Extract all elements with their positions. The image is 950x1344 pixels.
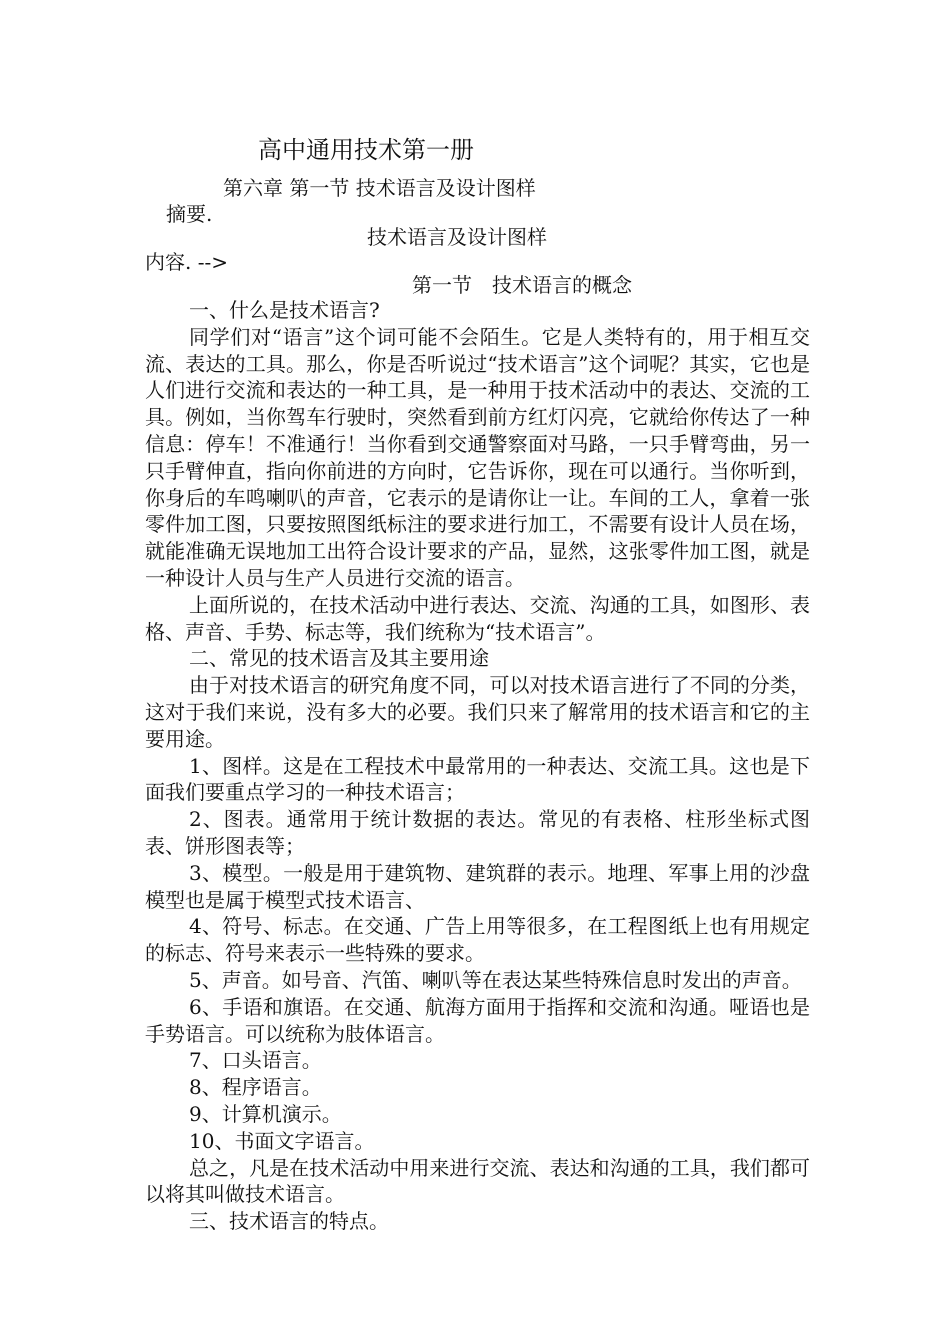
book-title: 高中通用技术第一册: [258, 136, 474, 164]
paragraph: 8、程序语言。: [189, 1075, 322, 1100]
paragraph: 7、口头语言。: [189, 1048, 322, 1073]
paragraph: 一、什么是技术语言?: [189, 298, 380, 322]
chapter-heading: 第六章 第一节 技术语言及设计图样: [223, 176, 536, 200]
paragraph: 2、图表。通常用于统计数据的表达。常见的有表格、柱形坐标式图表、饼形图表等；: [145, 807, 810, 858]
paragraph: 二、常见的技术语言及其主要用途: [189, 646, 489, 671]
paragraph: 同学们对“语言”这个词可能不会陌生。它是人类特有的，用于相互交流、表达的工具。那么，你是否听说过“技术语言”这个词呢？其实，它也是人们进行交流和表达的一种工具，是一种用于技术活动中的表达、交流的工具。例如，当你驾车行驶时，突然看到前方红灯闪亮，它就给你传达了一种信息：停车！不准通行！当你看到交通警察面对马路，一只手臂弯曲，另一只手臂伸直，指向你前进的方向时，它告诉你，现在可以通行。当你听到，你身后的车鸣喇叭的声音，它表示的是请你让一让。车间的工人，拿着一张零件加工图，只要按照图纸标注的要求进行加工，不需要有设计人员在场，就能准确无误地加工出符合设计要求的产品，显然，这张零件加工图，就是一种设计人员与生产人员进行交流的语言。: [145, 324, 810, 590]
body-text: [145, 297, 810, 1235]
paragraph: 1、图样。这是在工程技术中最常用的一种表达、交流工具。这也是下面我们要重点学习的一种技术语言；: [145, 753, 810, 805]
topic-title: 技术语言及设计图样: [367, 225, 547, 249]
paragraph: 9、计算机演示。: [189, 1101, 342, 1126]
abstract-label: 摘要.: [166, 202, 213, 226]
paragraph: 上面所说的，在技术活动中进行表达、交流、沟通的工具，如图形、表格、声音、手势、标志等，我们统称为“技术语言”。: [145, 592, 810, 644]
paragraph: 4、符号、标志。在交通、广告上用等很多，在工程图纸上也有用规定的标志、符号来表示一些特殊的要求。: [145, 914, 810, 966]
paragraph: 总之，凡是在技术活动中用来进行交流、表达和沟通的工具，我们都可以将其叫做技术语言。: [145, 1155, 810, 1207]
content-label: 内容. -->: [145, 250, 228, 274]
section-heading: 第一节 技术语言的概念: [412, 273, 632, 297]
paragraph: 三、技术语言的特点。: [189, 1209, 389, 1234]
paragraph: 由于对技术语言的研究角度不同，可以对技术语言进行了不同的分类，这对于我们来说，没有多大的必要。我们只来了解常用的技术语言和它的主要用途。: [145, 673, 810, 751]
paragraph: 5、声音。如号音、汽笛、喇叭等在表达某些特殊信息时发出的声音。: [189, 967, 802, 992]
paragraph: 10、书面文字语言。: [189, 1128, 375, 1153]
paragraph: 3、模型。一般是用于建筑物、建筑群的表示。地理、军事上用的沙盘模型也是属于模型式技术语言、: [145, 860, 810, 912]
paragraph: 6、手语和旗语。在交通、航海方面用于指挥和交流和沟通。哑语也是手势语言。可以统称为肢体语言。: [145, 994, 810, 1046]
